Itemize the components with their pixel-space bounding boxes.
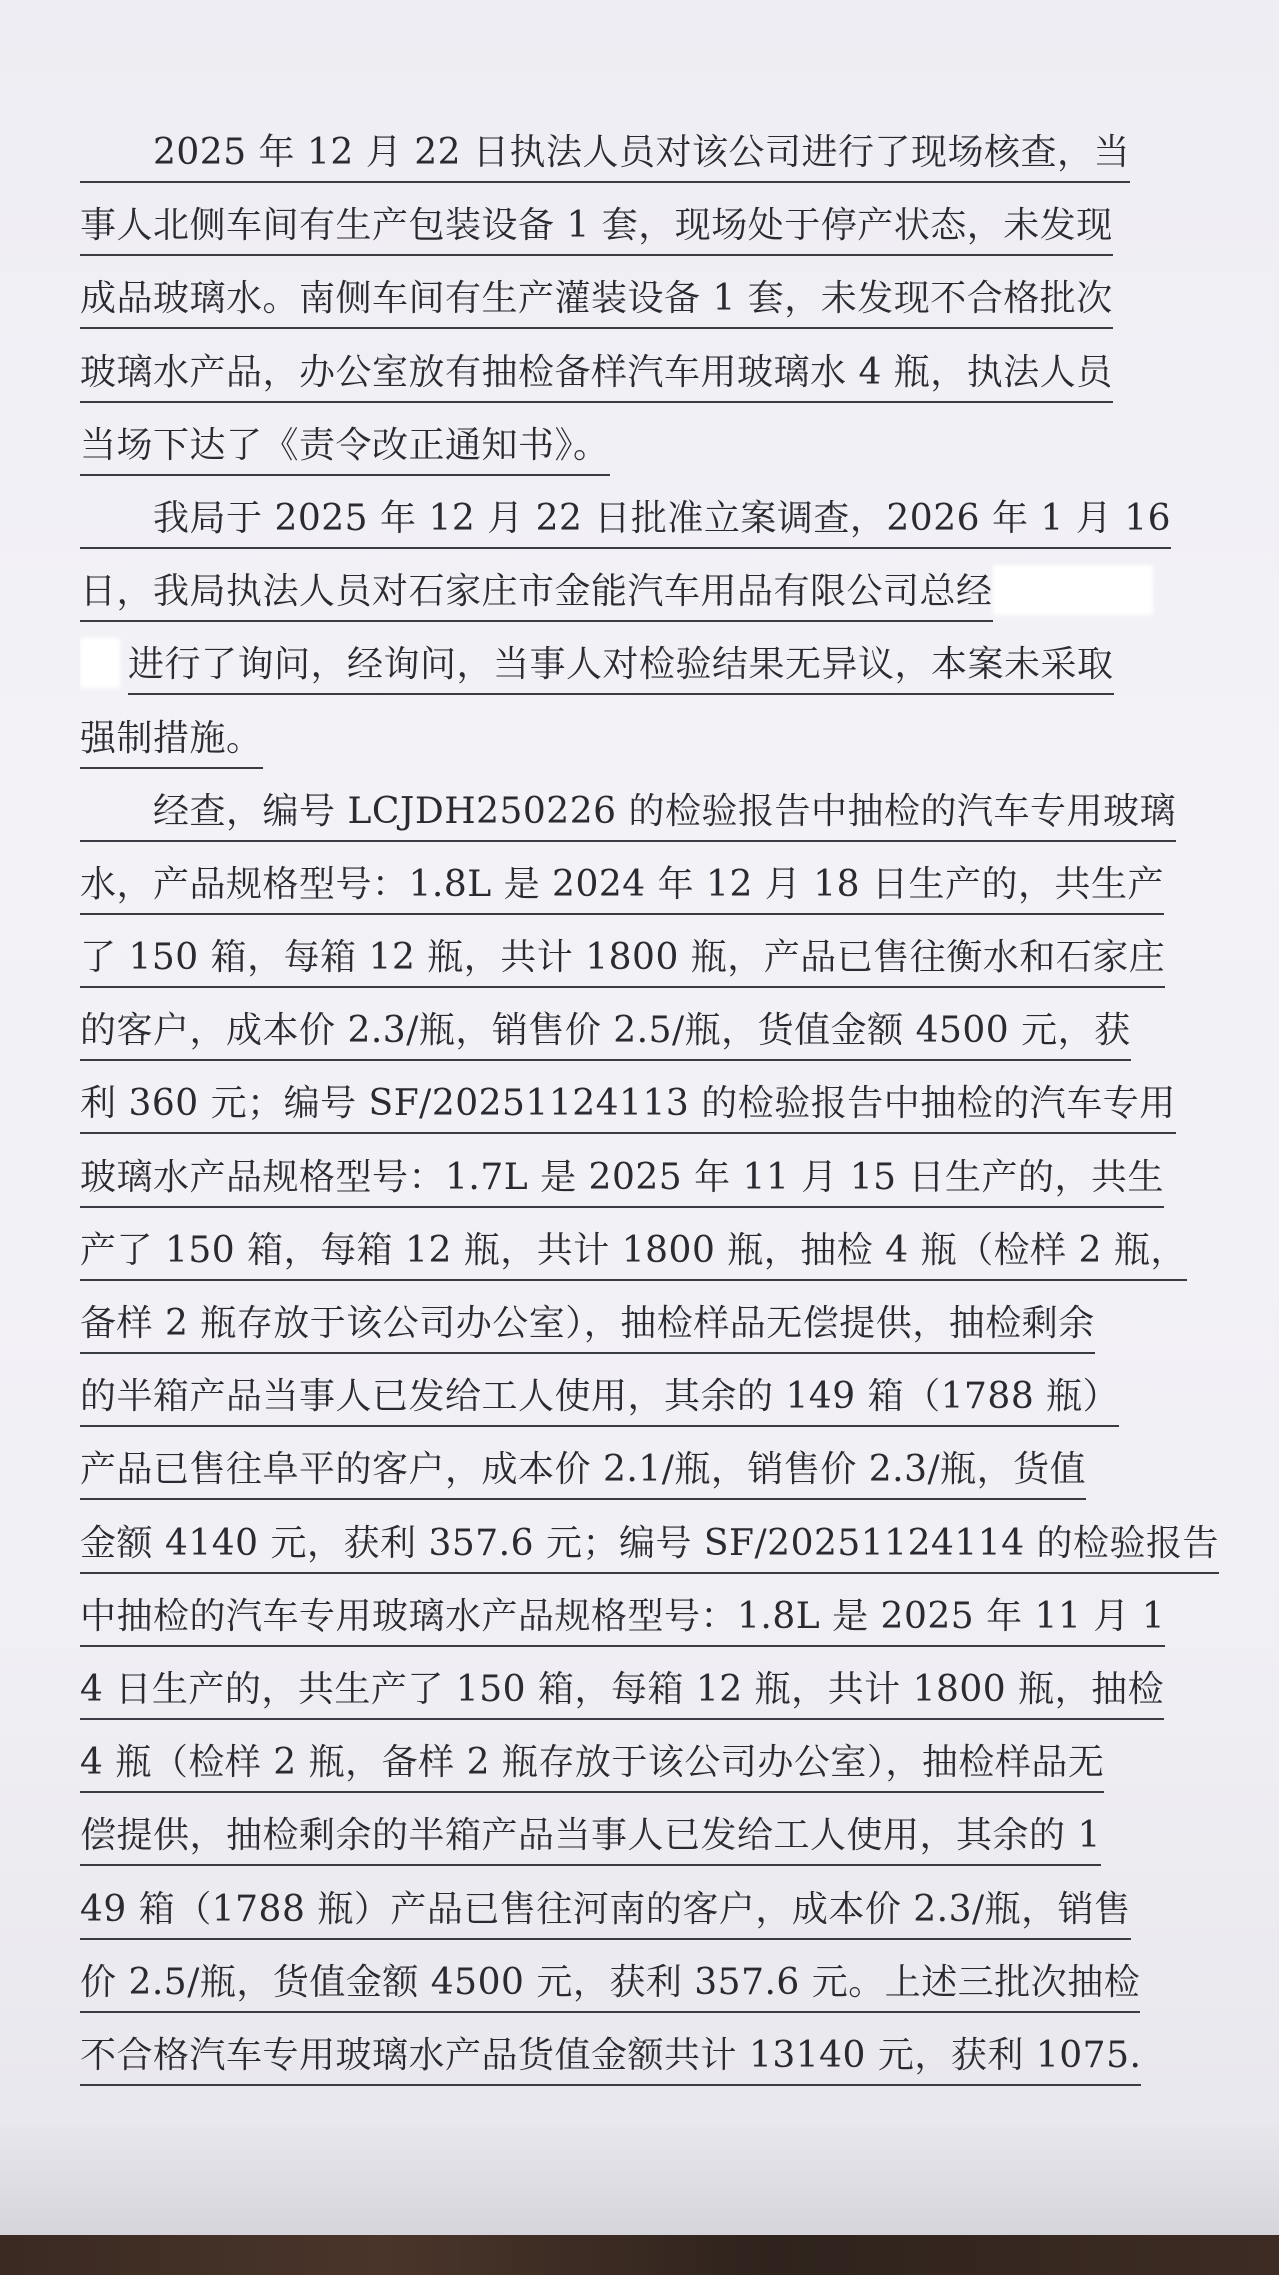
text-line-content: 4 日生产的，共生产了 150 箱，每箱 12 瓶，共计 1800 瓶，抽检	[80, 1666, 1164, 1720]
text-line	[80, 1145, 1250, 1218]
text-line	[80, 1657, 1250, 1730]
text-line-content: 产品已售往阜平的客户，成本价 2.1/瓶，销售价 2.3/瓶，货值	[80, 1446, 1086, 1500]
text-line-content: 强制措施。	[80, 715, 263, 769]
text-line-content: 经查，编号 LCJDH250226 的检验报告中抽检的汽车专用玻璃	[80, 788, 1176, 842]
text-line-content: 玻璃水产品规格型号：1.7L 是 2025 年 11 月 15 日生产的，共生	[80, 1154, 1164, 1208]
text-line	[80, 1364, 1250, 1437]
text-line	[80, 1291, 1250, 1364]
text-line-content: 我局于 2025 年 12 月 22 日批准立案调查，2026 年 1 月 16	[80, 495, 1171, 549]
text-line	[80, 413, 1250, 486]
text-line	[80, 1511, 1250, 1584]
text-line	[80, 1437, 1250, 1510]
text-line-content: 成品玻璃水。南侧车间有生产灌装设备 1 套，未发现不合格批次	[80, 275, 1113, 329]
text-line-content: 事人北侧车间有生产包装设备 1 套，现场处于停产状态，未发现	[80, 202, 1113, 256]
text-line	[80, 1730, 1250, 1803]
text-line-content: 偿提供，抽检剩余的半箱产品当事人已发给工人使用，其余的 1	[80, 1812, 1101, 1866]
text-line	[80, 2023, 1250, 2096]
text-line-content: 的客户，成本价 2.3/瓶，销售价 2.5/瓶，货值金额 4500 元，获	[80, 1007, 1131, 1061]
text-line-content: 当场下达了《责令改正通知书》。	[80, 422, 610, 476]
text-line	[80, 1877, 1250, 1950]
text-line	[80, 486, 1250, 559]
text-line-content: 的半箱产品当事人已发给工人使用，其余的 149 箱（1788 瓶）	[80, 1373, 1119, 1427]
text-line	[80, 193, 1250, 266]
text-line	[80, 559, 1250, 632]
text-line-content: 价 2.5/瓶，货值金额 4500 元，获利 357.6 元。上述三批次抽检	[80, 1959, 1140, 2013]
text-line-content: 进行了询问，经询问，当事人对检验结果无异议，本案未采取	[128, 641, 1114, 695]
redacted-name-block	[80, 638, 120, 688]
page-bottom-shadow	[0, 2120, 1279, 2235]
text-line-content: 产了 150 箱，每箱 12 瓶，共计 1800 瓶，抽检 4 瓶（检样 2 瓶，	[80, 1227, 1187, 1281]
text-line-content: 备样 2 瓶存放于该公司办公室），抽检样品无偿提供，抽检剩余	[80, 1300, 1095, 1354]
text-line	[80, 998, 1250, 1071]
text-line	[80, 852, 1250, 925]
text-line-content: 了 150 箱，每箱 12 瓶，共计 1800 瓶，产品已售往衡水和石家庄	[80, 934, 1165, 988]
text-line	[80, 1218, 1250, 1291]
text-line	[80, 1584, 1250, 1657]
text-line-content: 玻璃水产品，办公室放有抽检备样汽车用玻璃水 4 瓶，执法人员	[80, 349, 1113, 403]
text-line	[80, 120, 1250, 193]
text-line	[80, 706, 1250, 779]
text-line	[80, 1950, 1250, 2023]
text-line-content: 4 瓶（检样 2 瓶，备样 2 瓶存放于该公司办公室），抽检样品无	[80, 1739, 1104, 1793]
paragraph-investigation-findings	[80, 779, 1250, 2096]
text-line	[80, 1071, 1250, 1144]
text-line	[80, 266, 1250, 339]
text-line	[80, 632, 1250, 705]
text-line	[80, 779, 1250, 852]
redacted-name-block	[993, 565, 1153, 615]
text-line-content: 49 箱（1788 瓶）产品已售往河南的客户，成本价 2.3/瓶，销售	[80, 1886, 1131, 1940]
text-line-content: 2025 年 12 月 22 日执法人员对该公司进行了现场核查，当	[80, 129, 1130, 183]
text-line-content: 中抽检的汽车专用玻璃水产品规格型号：1.8L 是 2025 年 11 月 1	[80, 1593, 1165, 1647]
text-line	[80, 340, 1250, 413]
desk-surface	[0, 2235, 1279, 2275]
text-line-content: 日，我局执法人员对石家庄市金能汽车用品有限公司总经	[80, 568, 993, 622]
paragraph-site-inspection	[80, 120, 1250, 486]
paragraph-case-filing	[80, 486, 1250, 779]
document-body	[80, 120, 1250, 2096]
text-line-content: 金额 4140 元，获利 357.6 元；编号 SF/20251124114 的检验报告	[80, 1520, 1219, 1574]
text-line	[80, 1803, 1250, 1876]
text-line-content: 水，产品规格型号：1.8L 是 2024 年 12 月 18 日生产的，共生产	[80, 861, 1164, 915]
text-line-content: 利 360 元；编号 SF/20251124113 的检验报告中抽检的汽车专用	[80, 1080, 1176, 1134]
text-line	[80, 925, 1250, 998]
text-line-content: 不合格汽车专用玻璃水产品货值金额共计 13140 元，获利 1075.	[80, 2032, 1141, 2086]
